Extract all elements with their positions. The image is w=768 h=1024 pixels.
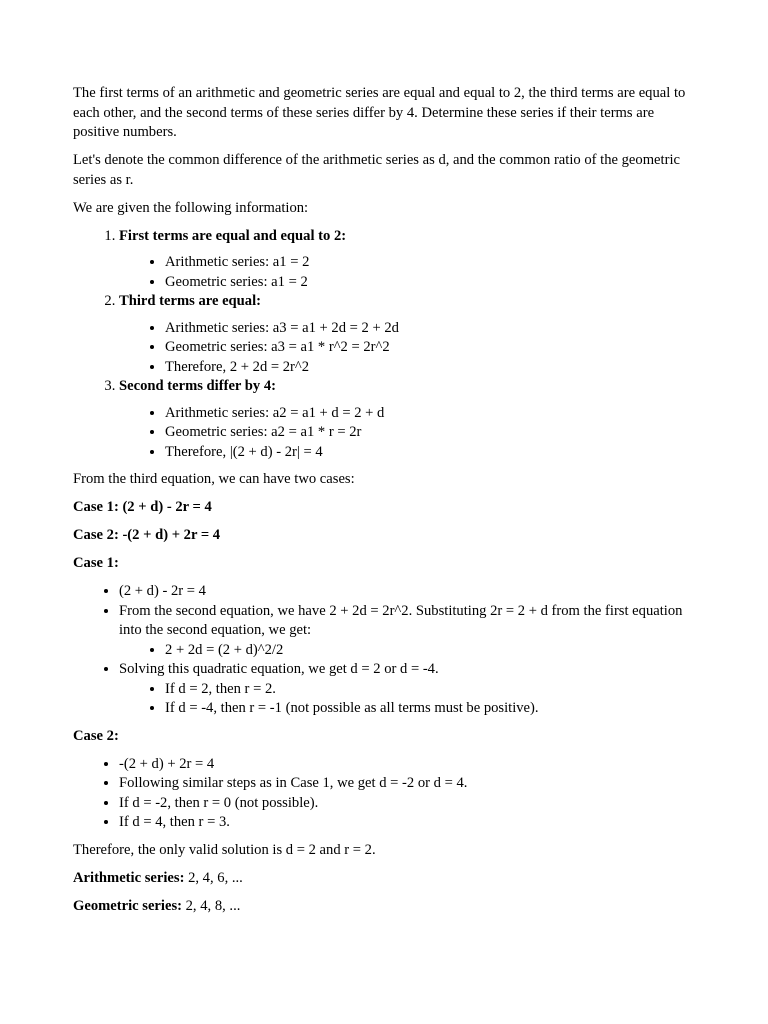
- geometric-label: Geometric series:: [73, 897, 182, 914]
- fact-bullet: • Arithmetic series: a1 = 2: [165, 253, 693, 273]
- problem-statement: The first terms of an arithmetic and geometric series are equal and equal to 2, the third terms are equal to each other, and the second terms of these series differ by 4. Determine these series if their terms are positive numbers.: [73, 85, 686, 140]
- case2-equation: [73, 526, 693, 546]
- case1-subbullet: • 2 + 2d = (2 + d)^2/2: [165, 641, 693, 661]
- case2-bullet: • If d = 4, then r = 3.: [119, 813, 693, 833]
- case2-bullet: • Following similar steps as in Case 1, we get d = -2 or d = 4.: [119, 774, 693, 794]
- case1-bullet-text: From the second equation, we have 2 + 2d = 2r^2. Substituting 2r = 2 + d from the first equation into the second equation, we get:: [119, 602, 683, 638]
- given-facts-list: [73, 227, 693, 463]
- fact-item: [119, 292, 693, 377]
- fact-bullet: • Geometric series: a2 = a1 * r = 2r: [165, 423, 693, 443]
- document-body: [73, 84, 693, 925]
- fact-bullet: • Geometric series: a1 = 2: [165, 273, 693, 293]
- case2-heading-text: Case 2:: [73, 727, 119, 744]
- given-paragraph: We are given the following information:: [73, 199, 309, 216]
- case2-list: [73, 755, 693, 833]
- case2-heading: [73, 727, 693, 747]
- case1-heading-text: Case 1:: [73, 555, 119, 571]
- fact-bullet: • Geometric series: a3 = a1 * r^2 = 2r^2: [165, 338, 693, 358]
- case1-bullet: • (2 + d) - 2r = 4: [119, 582, 693, 602]
- case2-equation-text: Case 2: -(2 + d) + 2r = 4: [73, 527, 221, 543]
- geometric-value: 2, 4, 8, ...: [181, 897, 241, 914]
- case1-bullet: [119, 660, 693, 719]
- arithmetic-label: Arithmetic series:: [73, 869, 185, 886]
- fact-bullet: • Therefore, 2 + 2d = 2r^2: [165, 358, 693, 378]
- fact-bullets: [119, 404, 693, 463]
- fact-bullet: • Therefore, |(2 + d) - 2r| = 4: [165, 443, 693, 463]
- case1-sublist: [119, 641, 693, 661]
- fact-item: [119, 227, 693, 293]
- case1-equation-text: Case 1: (2 + d) - 2r = 4: [73, 499, 212, 515]
- case1-subbullet: • If d = 2, then r = 2.: [165, 680, 693, 700]
- case1-bullet-text: Solving this quadratic equation, we get d = 2 or d = -4.: [119, 661, 439, 677]
- case1-heading: [73, 554, 693, 574]
- fact-title: 2. Third terms are equal:: [119, 293, 262, 309]
- case1-bullet: [119, 602, 693, 661]
- fact-bullets: [119, 319, 693, 378]
- fact-bullet: • Arithmetic series: a3 = a1 + 2d = 2 + 2d: [165, 319, 693, 339]
- case1-subbullet: • If d = -4, then r = -1 (not possible as all terms must be positive).: [165, 699, 693, 719]
- conclusion: Therefore, the only valid solution is d = 2 and r = 2.: [73, 841, 376, 858]
- case1-sublist: [119, 680, 693, 719]
- arithmetic-answer: [73, 869, 693, 889]
- geometric-answer: [73, 897, 693, 917]
- case2-bullet: • If d = -2, then r = 0 (not possible).: [119, 794, 693, 814]
- notation-paragraph: Let's denote the common difference of the arithmetic series as d, and the common ratio of the geometric series as r.: [73, 152, 680, 188]
- arithmetic-value: 2, 4, 6, ...: [184, 869, 243, 886]
- fact-title: 1. First terms are equal and equal to 2:: [119, 227, 347, 244]
- case1-list: [73, 582, 693, 719]
- fact-bullets: [119, 253, 693, 292]
- fact-item: [119, 377, 693, 462]
- fact-title: 3. Second terms differ by 4:: [119, 378, 276, 394]
- cases-intro: From the third equation, we can have two cases:: [73, 471, 355, 487]
- case2-bullet: • -(2 + d) + 2r = 4: [119, 755, 693, 775]
- case1-equation: [73, 498, 693, 518]
- fact-bullet: • Arithmetic series: a2 = a1 + d = 2 + d: [165, 404, 693, 424]
